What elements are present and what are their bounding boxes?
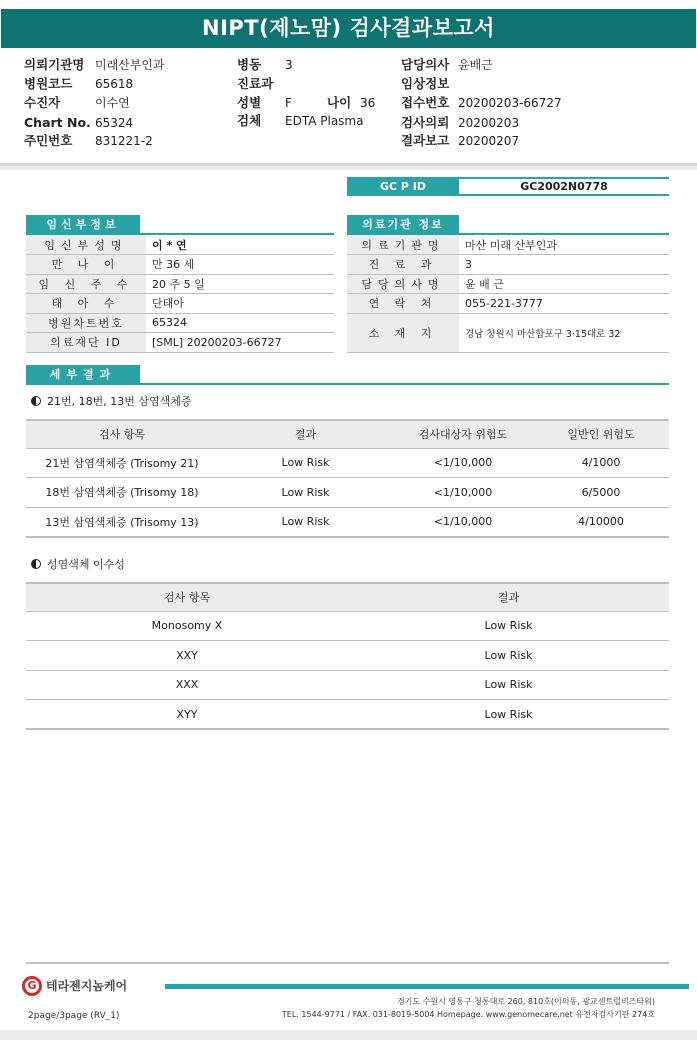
table-cell: <1/10,000 [393,478,533,508]
hospital-info-tab: 의료기관 정보 [347,215,459,234]
header-value: 65324 [95,116,134,130]
info-key: 만 나 이 [26,255,146,275]
table-row [26,611,669,641]
column-header: 결과 [348,583,669,611]
table-row [26,235,334,255]
table-cell: XXX [26,670,348,700]
table-cell: 4/10000 [533,507,669,537]
table-row [347,235,669,255]
info-value: 만 36 세 [146,255,334,275]
header-label: 주민번호 [24,133,73,148]
header-value: 이수연 [95,96,130,110]
header-value: 20200203-66727 [458,96,562,110]
sex-chromosome-table [26,582,669,730]
header-label: 의뢰기관명 [24,57,85,72]
info-value: 3 [459,255,669,275]
gcpid-value: GC2002N0778 [459,177,669,196]
table-cell: 21번 삼염색체증 (Trisomy 21) [26,448,218,478]
table-cell: Low Risk [348,611,669,641]
detail-tab: 세부결과 [26,365,140,384]
info-value: 20 주 5 일 [146,274,334,294]
info-key: 진 료 과 [347,255,459,275]
hospital-info-table [347,235,669,353]
header-label: 수진자 [24,95,61,110]
table-row [26,478,669,508]
section-title [31,395,191,409]
info-key: 담당의사명 [347,274,459,294]
info-value: 경남 창원시 마산합포구 3·15대로 32 [459,313,669,352]
company-logo [22,976,127,996]
header-label: 임상정보 [401,76,450,91]
info-key: 의료기관명 [347,235,459,255]
table-row [26,670,669,700]
table-row [26,448,669,478]
table-row [347,274,669,294]
report-title: NIPT(제노맘) 검사결과보고서 [1,9,696,48]
section-title-text: 21번, 18번, 13번 삼염색체증 [47,395,192,408]
header-value: 65618 [95,77,134,91]
header-value: F [285,96,292,110]
info-key: 연 락 처 [347,294,459,314]
table-cell: XXY [26,641,348,671]
table-cell: Low Risk [218,507,393,537]
table-row [26,641,669,671]
table-cell: Low Risk [218,448,393,478]
table-cell: 6/5000 [533,478,669,508]
info-key: 소 재 지 [347,313,459,352]
divider [165,984,689,989]
company-address: 경기도 수원시 영통구 청통대로 260, 810호(이의동, 광교센트럴비즈타워) [396,997,655,1006]
table-cell: Low Risk [348,670,669,700]
table-row [26,700,669,730]
info-value: 65324 [146,313,334,333]
info-key: 의료재단 ID [26,333,146,353]
info-key: 병원차트번호 [26,313,146,333]
table-header-row [26,420,669,448]
header-value: 20200203 [458,116,520,130]
table-row [26,313,334,333]
column-header: 검사 항목 [26,420,218,448]
info-value: 단태아 [146,294,334,314]
table-cell: 18번 삼염색체증 (Trisomy 18) [26,478,218,508]
pregnant-info-tab: 임신부정보 [26,215,140,234]
gcpid-label: GC P ID [347,177,459,196]
header-label: 결과보고 [401,133,450,148]
header-label: 성별 [237,95,262,110]
logo-icon: G [22,976,42,996]
table-row [26,333,334,353]
table-cell: <1/10,000 [393,448,533,478]
header-label: 나이 [327,95,352,110]
info-value: 마산 미래 산부인과 [459,235,669,255]
column-header: 검사대상자 위험도 [393,420,533,448]
header-value: 3 [285,58,293,72]
header-value: 831221-2 [95,134,153,148]
info-key: 임신부성명 [26,235,146,255]
pregnant-info-table [26,235,334,353]
table-row [26,255,334,275]
header-label: 검사의뢰 [401,115,450,130]
column-header: 결과 [218,420,393,448]
table-cell: 13번 삼염색체증 (Trisomy 13) [26,507,218,537]
info-value: 이 * 연 [146,235,334,255]
table-cell: XYY [26,700,348,730]
table-cell: Low Risk [348,700,669,730]
info-value: 윤 배 근 [459,274,669,294]
info-value: [SML] 20200203-66727 [146,333,334,353]
header-label: 담당의사 [401,57,450,72]
table-row [26,274,334,294]
page-bottom [0,1030,697,1040]
header-value: 20200207 [458,134,520,148]
header-label: Chart No. [24,115,91,130]
table-row [347,255,669,275]
header-label: 병원코드 [24,76,73,91]
company-contact: TEL. 1544-9771 / FAX. 031-8019-5004 Homepage. www.genomecare.net 유전자검사기관 274호 [281,1010,655,1019]
header-label: 진료과 [237,76,274,91]
header-label: 접수번호 [401,95,450,110]
header-info [0,50,697,166]
info-key: 태 아 수 [26,294,146,314]
table-header-row [26,583,669,611]
table-row [26,507,669,537]
logo-text: 테라젠지놈케어 [46,979,128,993]
column-header: 검사 항목 [26,583,348,611]
header-label: 병동 [237,57,262,72]
divider [0,166,697,170]
table-row [347,313,669,352]
table-cell: 4/1000 [533,448,669,478]
info-key: 임 신 주 수 [26,274,146,294]
header-value: 윤배근 [458,58,493,72]
header-label: 검체 [237,113,262,128]
section-title-text: 성염색체 이수성 [47,558,125,571]
table-cell: Low Risk [348,641,669,671]
header-value: EDTA Plasma [285,114,364,128]
info-value: 055-221-3777 [459,294,669,314]
header-value: 미래산부인과 [95,58,165,72]
page-number: 2page/3page (RV_1) [28,1011,120,1021]
divider [26,383,669,385]
half-circle-icon [31,396,41,406]
divider [26,962,669,964]
table-cell: Monosomy X [26,611,348,641]
half-circle-icon [31,559,41,569]
table-cell: Low Risk [218,478,393,508]
section-title [31,558,125,572]
header-value: 36 [360,96,376,110]
table-cell: <1/10,000 [393,507,533,537]
table-row [347,294,669,314]
column-header: 일반인 위험도 [533,420,669,448]
table-row [26,294,334,314]
trisomy-table [26,419,669,538]
